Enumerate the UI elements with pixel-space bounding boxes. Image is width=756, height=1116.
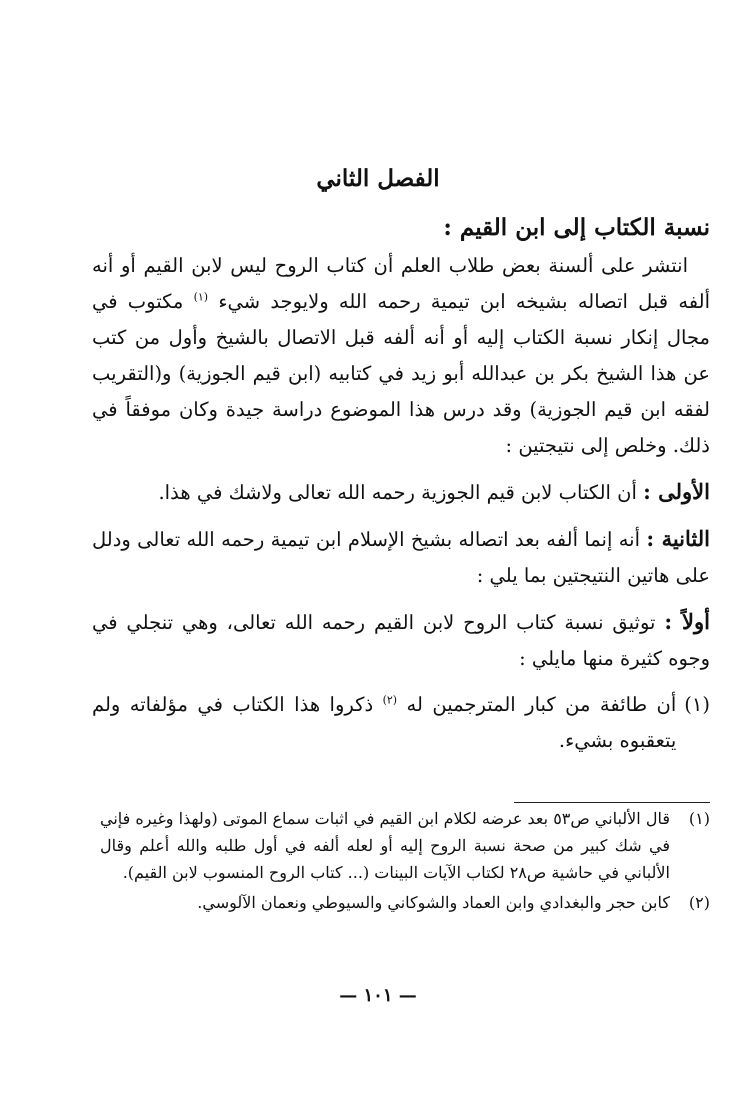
footnote-text: قال الألباني ص٥٣ بعد عرضه لكلام ابن القيم في اثبات سماع الموتى (ولهذا وغيره فإني في شك كبير من صحة نسبة الروح إليه أو لعله ألفه في أول طلبه والله أعلم وقال الألباني في حاشية ص٢٨ لكتاب الآيات البينات (... كتاب الروح المنسوب لابن القيم). — [100, 809, 670, 882]
list-item — [92, 687, 710, 759]
footnote-number: (٢) — [688, 893, 710, 912]
footnote-ref-1: (١) — [193, 290, 209, 304]
page-number: — ١٠١ — — [339, 985, 417, 1006]
section-heading: نسبة الكتاب إلى ابن القيم : — [443, 214, 710, 241]
list-item-text — [92, 687, 676, 759]
second-result-text: أنه إنما ألفه بعد اتصاله بشيخ الإسلام ابن تيمية رحمه الله تعالى ودلل على هاتين النتيجتين بما يلي : — [92, 528, 710, 587]
footnote-1 — [100, 805, 710, 886]
list-item-number: (١) — [684, 693, 710, 716]
chapter-title: الفصل الثاني — [316, 165, 440, 192]
first-result-label: الأولى : — [643, 479, 710, 504]
second-result-label: الثانية : — [646, 526, 710, 551]
first-result-paragraph — [92, 474, 710, 511]
firstly-label: أولاً : — [664, 609, 711, 634]
intro-text-a: انتشر على ألسنة بعض طلاب العلم أن كتاب الروح ليس لابن القيم أو أنه ألفه قبل اتصاله بشيخه ابن تيمية رحمه الله ولايوجد شيء — [92, 254, 711, 313]
firstly-paragraph — [92, 604, 710, 677]
intro-paragraph — [92, 248, 710, 464]
footnote-number: (١) — [688, 809, 710, 828]
intro-text-b: مكتوب في مجال إنكار نسبة الكتاب إليه أو أنه ألفه قبل الاتصال بالشيخ وأول من كتب عن هذا الشيخ بكر بن عبدالله أبو زيد في كتابيه (ابن قيم الجوزية) و(التقريب لفقه ابن قيم الجوزية) وقد درس هذا الموضوع دراسة جيدة وكان موفقاً في ذلك. وخلص إلى نتيجتين : — [92, 290, 710, 457]
footnote-2 — [100, 889, 710, 916]
firstly-text: توثيق نسبة كتاب الروح لابن القيم رحمه الله تعالى، وهي تنجلي في وجوه كثيرة منها مايلي : — [92, 611, 710, 670]
first-result-text: أن الكتاب لابن قيم الجوزية رحمه الله تعالى ولاشك في هذا. — [158, 481, 637, 504]
list-item-text-b: ذكروا هذا الكتاب في مؤلفاته ولم يتعقبوه بشيء. — [92, 693, 677, 752]
second-result-paragraph — [92, 521, 710, 594]
footnote-ref-2: (٢) — [382, 693, 398, 707]
footnote-text: كابن حجر والبغدادي وابن العماد والشوكاني والسيوطي ونعمان الآلوسي. — [197, 893, 670, 912]
footnote-divider — [514, 802, 710, 803]
footnotes — [100, 805, 710, 916]
list-item-text-a: أن طائفة من كبار المترجمين له — [406, 693, 677, 716]
main-text — [92, 208, 710, 759]
